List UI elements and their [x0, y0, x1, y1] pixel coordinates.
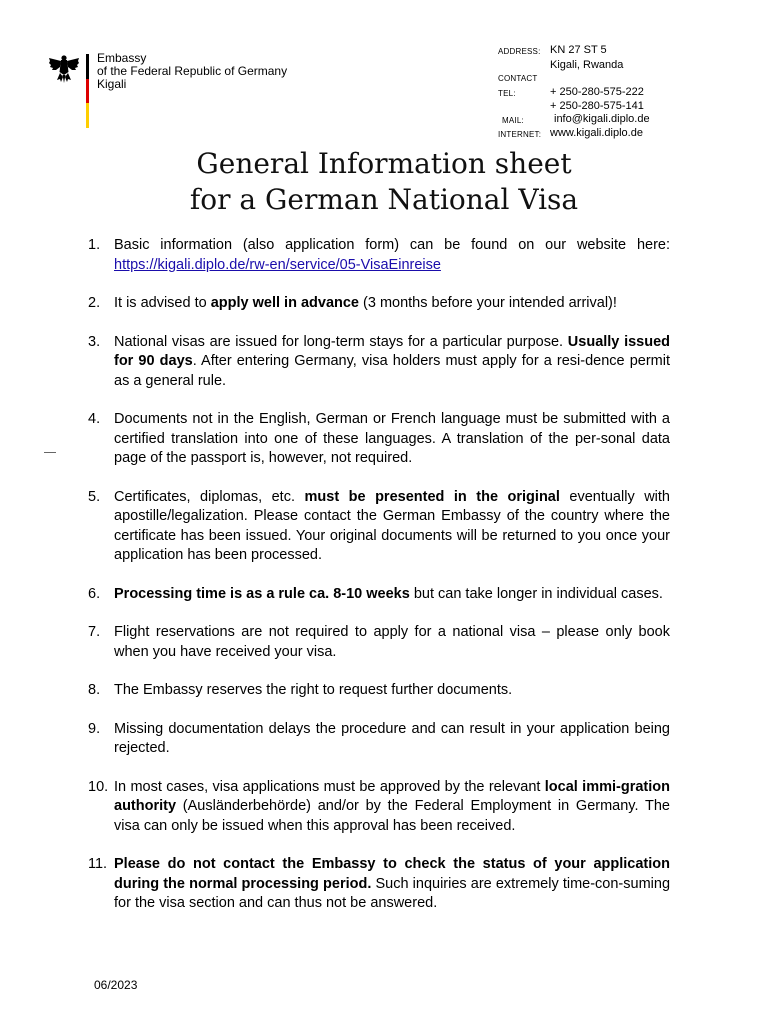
website-link[interactable]: https://kigali.diplo.de/rw-en/service/05-VisaEinreise: [114, 256, 441, 273]
list-item-text: [114, 488, 670, 566]
list-item-text: [114, 294, 670, 314]
flag-stripe-black: [86, 54, 89, 79]
list-item-number: 6.: [88, 585, 101, 602]
list-item-number: 9.: [88, 720, 101, 737]
flag-stripe-gold: [86, 103, 89, 128]
flag-stripe-red: [86, 79, 89, 104]
emphasis-text: local immi-gration authority: [114, 778, 670, 814]
tel-label: TEL:: [498, 88, 516, 98]
body-text: (Ausländerbehörde) and/or by the Federal Employment in Germany. The visa can only be issued when this approval has been received.: [114, 798, 670, 834]
body-text: (3 months before your intended arrival)!: [359, 295, 617, 311]
address-label: ADDRESS:: [498, 47, 541, 56]
emphasis-text: Usually issued for 90 days: [114, 333, 671, 369]
page-title: [0, 146, 768, 218]
body-text: Certificates, diplomas, etc.: [114, 488, 305, 505]
body-text: . After entering Germany, visa holders must apply for a resi-dence permit as a general rule.: [114, 353, 670, 389]
title-line2: for a German National Visa: [189, 183, 579, 216]
margin-dash: [44, 452, 56, 453]
flag-bar: [86, 54, 89, 128]
mail-value[interactable]: info@kigali.diplo.de: [554, 112, 650, 125]
list-item-text: [114, 333, 670, 392]
embassy-name-line2: of the Federal Republic of Germany: [97, 64, 288, 78]
footer-date: 06/2023: [94, 978, 138, 992]
list-item-number: 5.: [88, 488, 101, 505]
federal-eagle-icon: [48, 52, 80, 84]
embassy-name-line3: Kigali: [97, 77, 127, 91]
list-item: [88, 855, 670, 914]
list-item-text: [114, 410, 670, 469]
address-line2: Kigali, Rwanda: [550, 58, 624, 71]
list-item-text: [114, 681, 670, 701]
list-item-text: [114, 720, 670, 759]
list-item: [88, 720, 670, 759]
emphasis-text: Please do not contact the Embassy to check the status of your application during the normal processing period.: [114, 856, 670, 892]
list-item-number: 1.: [88, 237, 101, 253]
mail-label: MAIL:: [502, 115, 524, 125]
embassy-name-line1: Embassy: [97, 51, 147, 65]
list-item: [88, 585, 670, 605]
tel-1: + 250-280-575-222: [550, 85, 644, 98]
list-item-number: 2.: [88, 295, 101, 311]
emphasis-text: apply well in advance: [210, 295, 359, 311]
list-item: [88, 778, 670, 837]
list-item: [88, 488, 670, 566]
list-item: [88, 410, 670, 469]
list-item: [88, 623, 670, 662]
body-text: Flight reservations are not required to apply for a national visa – please only book when you have received your visa.: [114, 624, 670, 660]
title-line1: General Information sheet: [196, 147, 572, 180]
list-item-text: [114, 236, 670, 275]
list-item-text: [114, 585, 670, 605]
information-list: [88, 236, 670, 933]
body-text: Missing documentation delays the procedure and can result in your application being rejected.: [114, 720, 670, 756]
embassy-name: [97, 52, 287, 128]
body-text: National visas are issued for long-term stays for a particular purpose.: [114, 333, 568, 350]
body-text: but can take longer in individual cases.: [409, 585, 663, 602]
body-text: It is advised to: [114, 295, 211, 311]
contact-label: CONTACT: [498, 74, 538, 83]
list-item-text: [114, 778, 670, 837]
list-item-number: 4.: [88, 411, 101, 427]
internet-value[interactable]: www.kigali.diplo.de: [550, 127, 643, 139]
list-item-number: 8.: [88, 682, 101, 698]
list-item-number: 7.: [88, 624, 101, 640]
address-line1: KN 27 ST 5: [550, 44, 607, 56]
list-item-number: 10.: [88, 778, 109, 795]
body-text: eventually with apostille/legalization. Please contact the German Embassy of the country where the certificate has been issued. Your original documents will be returned to you once your application has been processed.: [114, 488, 670, 563]
list-item: [88, 236, 670, 275]
address-block: [498, 44, 748, 142]
body-text: Such inquiries are extremely time-con-suming for the visa section and can thus not be answered.: [114, 875, 671, 911]
emphasis-text: Processing time is as a rule ca. 8-10 weeks: [114, 585, 410, 602]
list-item-number: 11.: [88, 856, 108, 872]
body-text: In most cases, visa applications must be approved by the relevant: [114, 778, 545, 795]
body-text: Basic information (also application form) can be found on our website here:: [114, 237, 670, 253]
list-item: [88, 681, 670, 701]
body-text: Documents not in the English, German or French language must be submitted with a certified translation into one of these languages. A translation of the per-sonal data page of the passport is, however, not required.: [114, 411, 670, 466]
list-item: [88, 294, 670, 314]
internet-label: INTERNET:: [498, 130, 542, 139]
list-item-number: 3.: [88, 333, 101, 350]
list-item: [88, 333, 670, 392]
body-text: The Embassy reserves the right to request further documents.: [114, 682, 513, 698]
list-item-text: [114, 855, 670, 914]
emphasis-text: must be presented in the original: [304, 488, 560, 505]
list-item-text: [114, 623, 670, 662]
embassy-logo: [48, 52, 287, 128]
tel-2: + 250-280-575-141: [550, 100, 644, 112]
